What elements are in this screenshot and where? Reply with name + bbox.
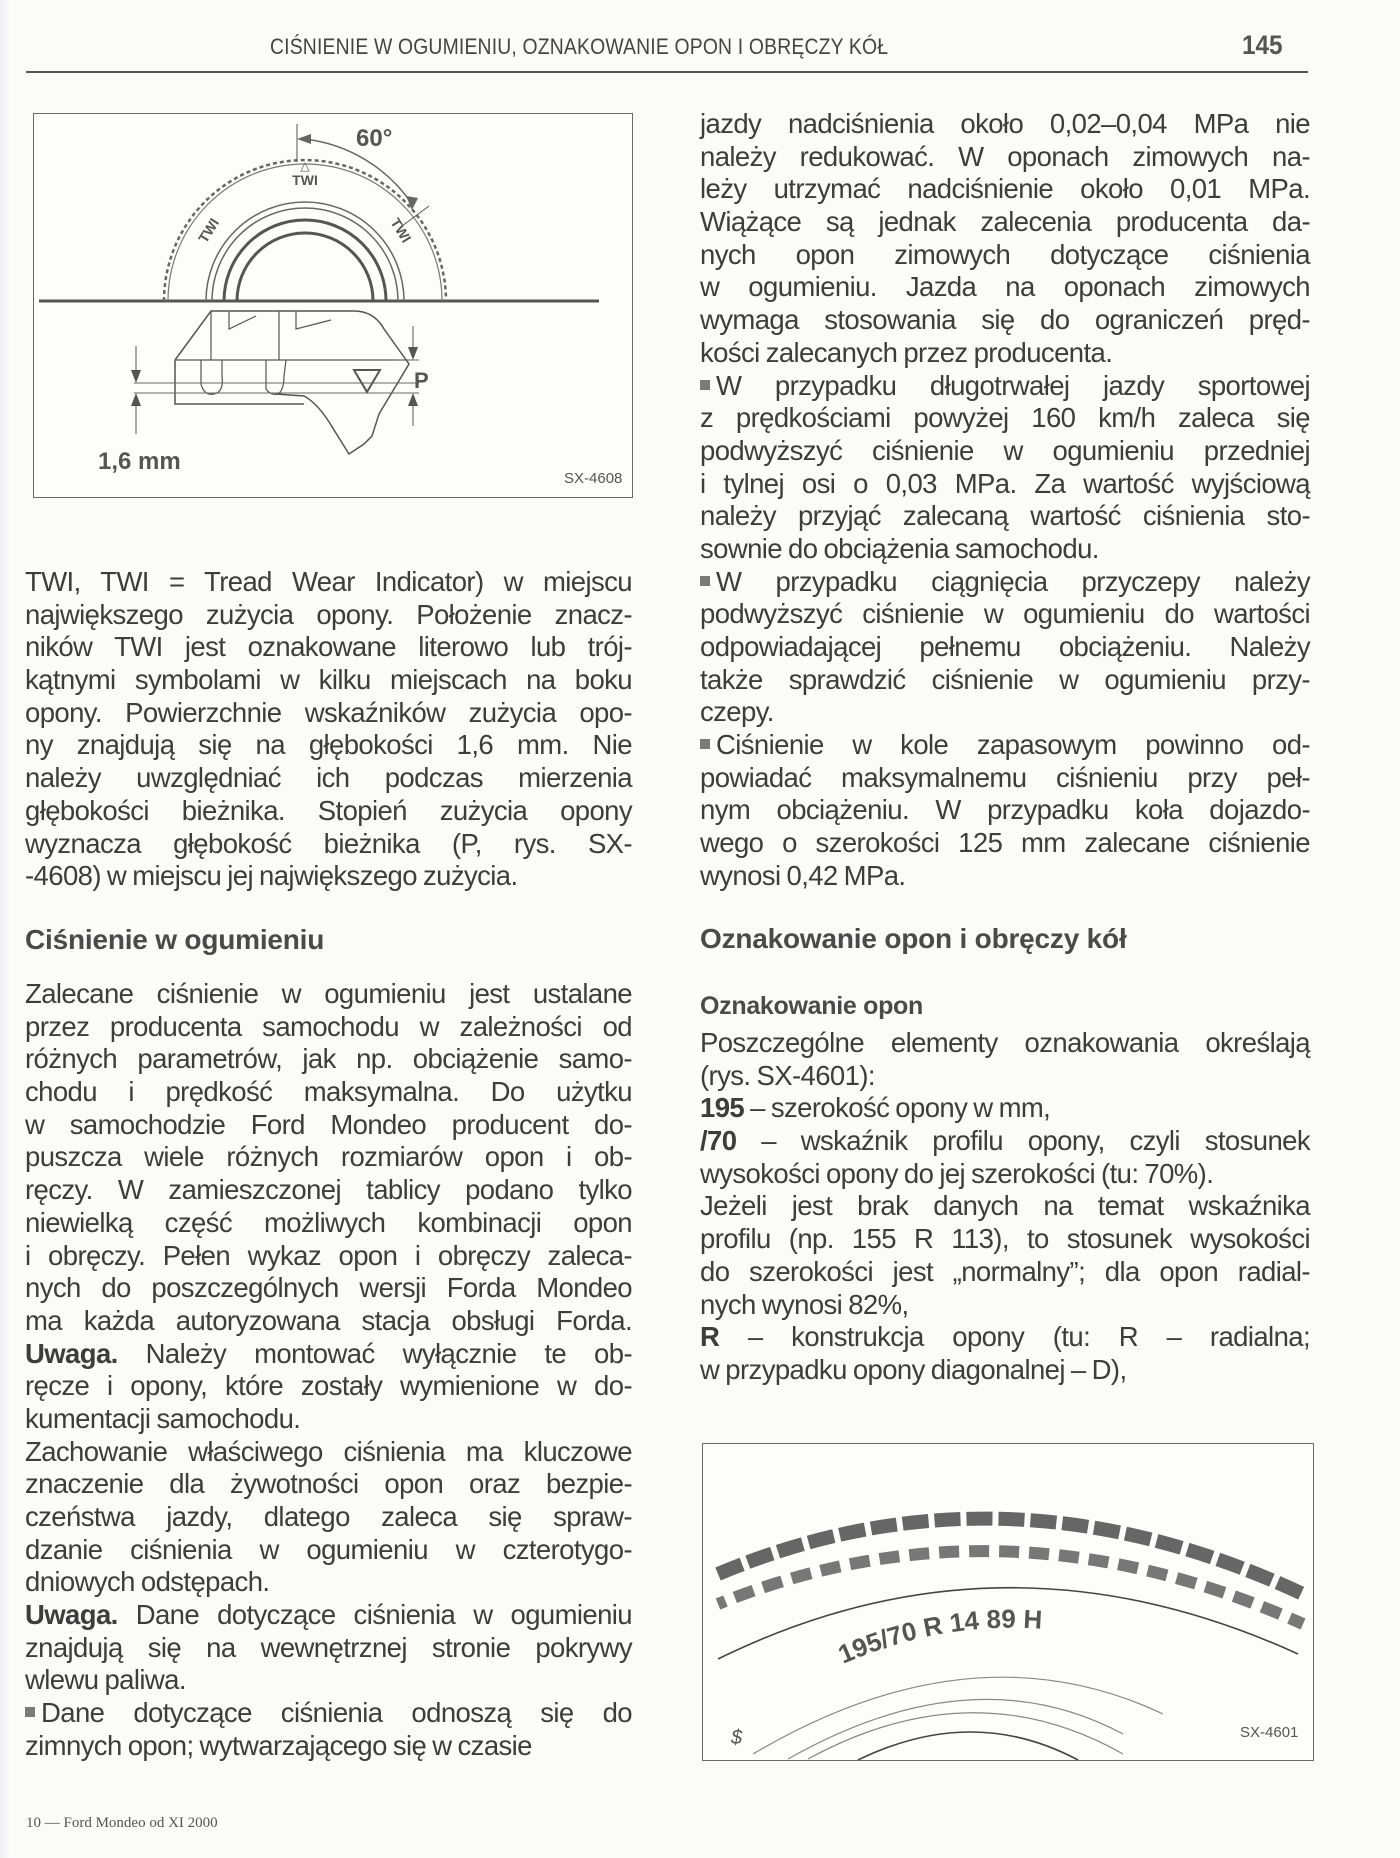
text-line: [25, 1370, 632, 1403]
bold-term: 195: [700, 1092, 745, 1124]
text-line: [25, 1566, 632, 1599]
text-line: [700, 1060, 1310, 1093]
text-line: [25, 1599, 632, 1632]
text-line: [25, 1632, 632, 1665]
text-line: [700, 1354, 1310, 1387]
tire-tread-wear-indicator-diagram-icon: [34, 114, 632, 497]
corner-mark: $: [731, 1727, 743, 1749]
page-number: 145: [1242, 30, 1283, 60]
hub-arc: [858, 1732, 1078, 1760]
text-line: [25, 1697, 632, 1730]
line-text: zimnych opon; wytwarzającego się w czasie: [25, 1729, 532, 1761]
line-text: – szerokość opony w mm,: [744, 1092, 1051, 1124]
twi-label-top: TWI: [292, 172, 318, 188]
line-text: chodu i prędkość maksymalna. Do użytku: [25, 1076, 632, 1108]
text-line: największego zużycia opony. Położenie znacz-: [25, 598, 632, 630]
text-line: [700, 827, 1310, 860]
line-text: przez producenta samochodu w zależności od: [25, 1010, 632, 1042]
text-line: [25, 1240, 632, 1273]
line-text: i obręczy. Pełen wykaz opon i obręczy zaleca-: [25, 1239, 632, 1271]
text-line: [25, 1664, 632, 1697]
bold-term: /70: [700, 1125, 737, 1157]
text-line: [25, 1534, 632, 1567]
line-text: znajdują się na wewnętrznej stronie pokrywy: [25, 1631, 632, 1663]
twi-marker-top: △: [300, 159, 310, 173]
line-text: należy redukować. W oponach zimowych na-: [700, 140, 1310, 172]
twi-triangle-icon: [354, 370, 380, 392]
line-text: Dane dotyczące ciśnienia w ogumieniu: [117, 1599, 632, 1631]
line-text: czeństwa jazdy, dlatego zaleca się spraw-: [25, 1501, 632, 1532]
line-text: nych do poszczególnych wersji Forda Mondeo: [25, 1272, 632, 1304]
text-line: [700, 435, 1310, 468]
text-line: opony. Powierzchnie wskaźników zużycia opo-: [25, 696, 632, 728]
line-text: w samochodzie Ford Mondeo producent do-: [25, 1108, 632, 1140]
line-text: dniowych odstępach.: [25, 1566, 270, 1598]
left-body-text: [25, 978, 632, 1763]
line-text: wysokości opony do jej szerokości (tu: 70%).: [700, 1157, 1214, 1189]
line-text: wego o szerokości 125 mm zalecane ciśnienie: [700, 827, 1310, 859]
text-line: [700, 173, 1310, 206]
tread-depth-label: P: [414, 368, 429, 393]
wear-depth-label: 1,6 mm: [98, 448, 181, 475]
text-line: [700, 1289, 1310, 1322]
text-line: [25, 1436, 632, 1469]
line-text: w przypadku opony diagonalnej – D),: [700, 1353, 1127, 1385]
line-text: nych opon zimowych dotyczące ciśnienia: [700, 238, 1310, 270]
tread-sipe-1: [211, 311, 256, 360]
tire-sidewall-marking-diagram-icon: [703, 1444, 1313, 1760]
twi-label-right: TWI: [387, 215, 415, 246]
bold-term: Uwaga.: [25, 1337, 118, 1369]
line-text: nych wynosi 82%,: [700, 1288, 909, 1320]
figure-sx-4601: [702, 1443, 1314, 1761]
figure-sx-4608: [33, 113, 633, 498]
text-line: ników TWI jest oznakowane literowo lub trój-: [25, 631, 632, 663]
line-text: ma każda autoryzowana stacja obsługi Forda.: [25, 1304, 632, 1336]
line-text: sownie do obciążenia samochodu.: [700, 532, 1099, 564]
text-line: kątnymi symbolami w kilku miejscach na boku: [25, 664, 632, 696]
depth-arrow-down: [131, 370, 141, 383]
text-line: głębokości bieżnika. Stopień zużycia opony: [25, 794, 632, 826]
text-line: [700, 370, 1310, 403]
line-text: wynosi 0,42 MPa.: [700, 859, 906, 891]
line-text: kumentacji samochodu.: [25, 1402, 301, 1434]
text-line: [25, 978, 632, 1011]
line-text: znaczenie dla żywotności opon oraz bezpie-: [25, 1468, 632, 1500]
text-line: [25, 1305, 632, 1338]
line-text: Poszczególne elementy oznakowania określają: [700, 1027, 1310, 1058]
text-line: [700, 1321, 1310, 1354]
text-line: należy uwzględniać ich podczas mierzenia: [25, 762, 632, 794]
text-line: [25, 1174, 632, 1207]
right-top-text: [700, 108, 1310, 893]
line-text: nym obciążeniu. W przypadku koła dojazdo-: [700, 794, 1310, 826]
tire-size-marking: 195/70 R 14 89 H: [833, 1603, 1044, 1670]
line-text: ręcze i opony, które zostały wymienione w do-: [25, 1370, 632, 1402]
line-text: Zachowanie właściwego ciśnienia ma kluczowe: [25, 1435, 632, 1467]
line-text: Zalecane ciśnienie w ogumieniu jest ustalane: [25, 978, 632, 1009]
text-line: [700, 402, 1310, 435]
text-line: -4608) w miejscu jej największego zużycia.: [25, 860, 518, 892]
text-line: [25, 1076, 632, 1109]
bullet-square-icon: [700, 380, 710, 390]
subheading-tire-marking: Oznakowanie opon: [700, 992, 923, 1020]
text-line: [700, 1092, 1310, 1125]
line-text: – wskaźnik profilu opony, czyli stosunek: [736, 1125, 1310, 1157]
text-line: [700, 141, 1310, 174]
text-line: [700, 598, 1310, 631]
text-line: [700, 729, 1310, 762]
line-text: podwyższyć ciśnienie w ogumieniu przedniej: [700, 434, 1310, 466]
line-text: leży utrzymać nadciśnienie około 0,01 MPa.: [700, 173, 1310, 205]
text-line: [700, 1190, 1310, 1223]
line-text: należy przyjąć zalecaną wartość ciśnienia sto-: [700, 500, 1310, 532]
text-line: [25, 1501, 632, 1534]
line-text: Ciśnienie w kole zapasowym powinno od-: [716, 729, 1310, 761]
line-text: – konstrukcja opony (tu: R – radialna;: [719, 1321, 1310, 1353]
line-text: (rys. SX-4601):: [700, 1059, 875, 1091]
line-text: wymaga stosowania się do ograniczeń pręd-: [700, 304, 1310, 336]
section-heading-tire-pressure: Ciśnienie w ogumieniu: [25, 924, 325, 955]
angle-label: 60°: [356, 125, 393, 152]
running-header-title: CIŚNIENIE W OGUMIENIU, OZNAKOWANIE OPON I OBRĘCZY KÓŁ: [270, 34, 889, 59]
page-footer: 10 — Ford Mondeo od XI 2000: [26, 1815, 218, 1831]
bullet-square-icon: [25, 1707, 35, 1717]
text-line: [700, 533, 1310, 566]
bold-term: Uwaga.: [25, 1599, 118, 1631]
p-arrow-up: [408, 393, 418, 406]
line-text: także sprawdzić ciśnienie w ogumieniu przy-: [700, 663, 1310, 695]
line-text: powiadać maksymalnemu ciśnieniu przy peł-: [700, 761, 1310, 793]
text-line: [25, 1468, 632, 1501]
line-text: niewielką część możliwych kombinacji opon: [25, 1206, 632, 1238]
p-arrow-down: [408, 347, 418, 360]
text-line: [25, 1272, 632, 1305]
angle-arrow-left: [297, 134, 311, 144]
line-text: Jeżeli jest brak danych na temat wskaźnika: [700, 1190, 1310, 1222]
text-line: [700, 239, 1310, 272]
line-text: czepy.: [700, 696, 774, 728]
text-line: [700, 206, 1310, 239]
text-line: [700, 304, 1310, 337]
depth-arrow-up: [131, 393, 141, 406]
text-line: [25, 1403, 632, 1436]
line-text: Wiążące są jednak zalecenia producenta da-: [700, 206, 1310, 238]
text-line: [700, 696, 1310, 729]
text-line: [25, 1011, 632, 1044]
rim-inner: [237, 233, 373, 301]
rim-arc-2: [788, 1699, 1123, 1759]
text-line: [700, 1223, 1310, 1256]
text-line: [700, 468, 1310, 501]
tread-groove-1: [201, 360, 222, 394]
text-line: wyznacza głębokość bieżnika (P, rys. SX-: [25, 827, 632, 859]
line-text: w ogumieniu. Jazda na oponach zimowych: [700, 271, 1310, 303]
section-heading-tire-marking: Oznakowanie opon i obręczy kół: [700, 923, 1127, 954]
text-line: [700, 566, 1310, 599]
text-line: [700, 108, 1310, 141]
header-rule: [26, 71, 1308, 73]
line-text: do szerokości jest „normalny”; dla opon radial-: [700, 1255, 1310, 1287]
text-line: [25, 1730, 632, 1763]
line-text: Należy montować wyłącznie te ob-: [117, 1337, 632, 1369]
angle-arrow-down: [406, 196, 418, 210]
twi-label-left: TWI: [194, 215, 223, 246]
text-line: [700, 762, 1310, 795]
line-text: dzanie ciśnienia w ogumieniu w czterotygo-: [25, 1533, 632, 1565]
line-text: jazdy nadciśnienia około 0,02–0,04 MPa nie: [700, 108, 1310, 139]
line-text: ręczy. W zamieszczonej tablicy podano tylko: [25, 1174, 632, 1206]
bullet-square-icon: [700, 576, 710, 586]
line-text: puszcza wiele różnych rozmiarów opon i ob-: [25, 1141, 632, 1173]
line-text: Dane dotyczące ciśnienia odnoszą się do: [41, 1697, 632, 1729]
text-line: TWI, TWI = Tread Wear Indicator) w miejscu: [25, 566, 632, 597]
text-line: [700, 664, 1310, 697]
text-line: [25, 1338, 632, 1371]
line-text: kości zalecanych przez producenta.: [700, 336, 1113, 368]
text-line: [700, 500, 1310, 533]
text-line: [700, 1027, 1310, 1060]
text-line: [700, 271, 1310, 304]
text-line: [25, 1109, 632, 1142]
text-line: [700, 860, 1310, 893]
text-line: [700, 794, 1310, 827]
tread-groove-2: [266, 360, 286, 394]
text-line: [25, 1043, 632, 1076]
right-marking-text: [700, 1027, 1310, 1387]
figure-code: SX-4608: [564, 470, 623, 487]
bold-term: R: [700, 1321, 720, 1353]
line-text: W przypadku długotrwałej jazdy sportowej: [716, 369, 1310, 401]
text-line: [700, 1256, 1310, 1289]
text-line: [25, 1207, 632, 1240]
line-text: z prędkościami powyżej 160 km/h zaleca się: [700, 402, 1310, 434]
line-text: i tylnej osi o 0,03 MPa. Za wartość wyjściową: [700, 467, 1310, 499]
figure-code: SX-4601: [1240, 1724, 1299, 1741]
line-text: W przypadku ciągnięcia przyczepy należy: [716, 565, 1310, 597]
line-text: odpowiadającej pełnemu obciążeniu. Należy: [700, 631, 1310, 662]
text-line: [25, 1141, 632, 1174]
tread-sipe-2: [279, 311, 331, 360]
scan-edge-shade: [0, 0, 10, 1858]
line-text: profilu (np. 155 R 113), to stosunek wysokości: [700, 1223, 1310, 1255]
line-text: podwyższyć ciśnienie w ogumieniu do wartości: [700, 598, 1310, 630]
text-line: [700, 337, 1310, 370]
tire-sidewall-1: [206, 202, 404, 301]
text-line: ny znajdują się na głębokości 1,6 mm. Nie: [25, 729, 632, 761]
text-line: [700, 1125, 1310, 1158]
line-text: różnych parametrów, jak np. obciążenie samo-: [25, 1043, 632, 1075]
text-line: [700, 631, 1310, 664]
rim-arc-3: [808, 1713, 1123, 1759]
line-text: wlewu paliwa.: [25, 1664, 186, 1696]
text-line: [700, 1158, 1310, 1191]
left-intro-paragraph: [25, 566, 632, 893]
bullet-square-icon: [700, 739, 710, 749]
